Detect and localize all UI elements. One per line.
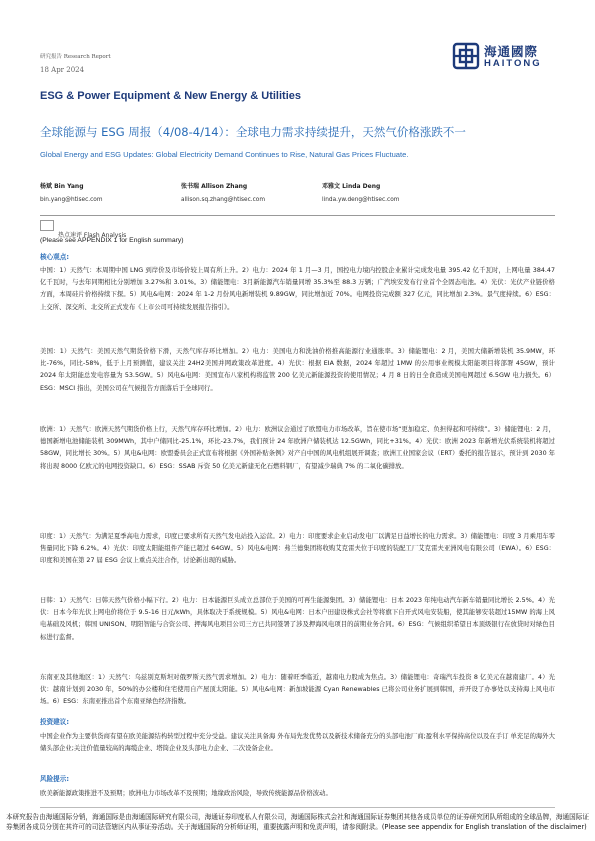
disclaimer: 本研究报告由海通国际分销，海通国际是由海通国际研究有限公司，海通证券印度私人有限公司，海通国际株式会社和海通国际证券集团其他各成员单位的证券研究团队所组成的全球品牌，海通国际证券集团各成员分别在其许可的司法管辖区内从事证券活动。关于海通国际的分析师证明，重要披露声明和免责声明，请参阅附录。(Please see appendix for English translation of the disclaimer) bbox=[6, 813, 589, 831]
appendix-note: (Please see APPENDIX 1 for English summary) bbox=[40, 237, 184, 244]
logo-cn: 海通國際 bbox=[484, 44, 539, 59]
core-label: 核心观点: bbox=[40, 253, 70, 261]
flash-label: 热点速评 Flash Analysis bbox=[58, 232, 127, 239]
report-title-cn: 全球能源与 ESG 周报（4/08-4/14）：全球电力需求持续提升，天然气价格涨跌不一 bbox=[40, 125, 466, 139]
risk-label: 风险提示: bbox=[40, 775, 70, 783]
author-divider bbox=[40, 215, 555, 216]
flash-icon bbox=[40, 220, 54, 231]
report-date: 18 Apr 2024 bbox=[40, 66, 85, 74]
author-name: 邓雅文 Linda Deng bbox=[322, 183, 381, 190]
investment-text: 中国企业作为主要供货商有望在欧美能源结构转型过程中充分受益。建议关注具备海 外布局先发优势以及新技术储备充分的头部电池厂商;盈利水平保持高位以及在手订 单充足的海外大储头部企业;关注价值量较高的海缆企业、塔筒企业及头部电力企业、二次设备企业。 bbox=[40, 733, 555, 753]
report-title-en: Global Energy and ESG Updates: Global Electricity Demand Continues to Rise, Natural Gas Prices Fluctuate. bbox=[40, 150, 409, 159]
paragraph-europe: 欧洲：1）天然气：欧洲天然气期货价格上行，天然气库存环比增加。2）电力：欧洲议会通过了欧盟电力市场改革，旨在使市场“更加稳定、负担得起和可持续”。3）储能锂电：2 月，德国新增电池储能装机 309MWh，其中户储同比-25.1%，环比-23.7%，我们预计 24 年欧洲户储装机达 12.5GWh，同比+31%。4）光伏：欧洲 2023 年新增光伏系统装机将超过 58GW，同比增长 30%。5）风电&电网：欧盟委员会正式宣布将根据《外国补贴条例》对产自中国的风电机组展开调查；欧洲工业国家会议（ERT）委托的报告显示，预计到 2030 年将出现 8000 亿欧元的电网投资缺口。6）ESG：SSAB 斥资 50 亿美元新建无化石燃料钢厂，有望减少瑞典 7% 的二氧化碳排放。 bbox=[40, 426, 555, 470]
author-email[interactable]: linda.yw.deng@htisec.com bbox=[322, 197, 400, 203]
investment-label: 投资建议: bbox=[40, 718, 70, 726]
author-1 bbox=[40, 181, 103, 203]
author-email[interactable]: allison.sq.zhang@htisec.com bbox=[181, 197, 265, 203]
sector-title: ESG & Power Equipment & New Energy & Utilities bbox=[40, 90, 301, 102]
paragraph-southeast-asia: 东南亚及其他地区：1）天然气：乌兹别克斯坦对俄罗斯天然气需求增加。2）电力：随着旺季临近，越南电力股成为焦点。3）储能锂电：奇瑞汽车投资 8 亿美元在越南建厂。4）光伏：越南计划到 2030 年，50%的办公楼和住宅使用自产屋顶太阳能。5）风电&电网：新加坡能源 Cyan Renewables 已将公司业务扩展到韩国，并开设了办事处以支持海上风电市场。6）ESG：东南亚推出首个东南亚绿色经济指数。 bbox=[40, 674, 555, 706]
paragraph-india: 印度：1）天然气：为满足夏季高电力需求，印度已要求所有天然气发电站投入运营。2）电力：印度要求企业启动发电厂以满足日益增长的电力需求。3）储能锂电：印度 3 月乘用车零售量同比下降 6.2%。4）光伏：印度太阳能组件产能已超过 64GW。5）风电&电网：弗兰德集团将收购艾克雷夫位于印度的装配工厂艾克雷夫亚洲风电有限公司（EWA）。6）ESG：印度和美国在第 27 届 ESG 会议上重点关注合作，讨论新出现的威胁。 bbox=[40, 533, 555, 565]
author-3 bbox=[322, 181, 399, 203]
paragraph-china: 中国：1）天然气：本周期中国 LNG 到岸价及市场价较上周有所上升。2）电力：2024 年 1 月—3 月，国控电力境内控股企业累计完成发电量 395.42 亿千瓦时，上网电量 384.47 亿千瓦时，与去年同期相比分别增加 3.27%和 3.01%。3）储能锂电：3月新能源汽车销量同增 35.3%至 88.3 万辆；广汽埃安发布行业首个全固态电池。4）光伏：光伏产业链价格方面，本周硅片价格持续下探。5）风电&电网：2024 年 1-2 月份风电新增装机 9.89GW，同比增加近 70%。电网投资完成额 327 亿元，同比增加 2.3%。景气度持续。6）ESG：上交所、深交所、北交所正式发布《上市公司可持续发展报告指引》。 bbox=[40, 267, 555, 311]
haitong-logo bbox=[452, 40, 562, 72]
haitong-logo-icon bbox=[452, 42, 480, 70]
logo-en: HAITONG bbox=[484, 58, 542, 69]
author-2 bbox=[181, 181, 265, 203]
author-email[interactable]: bin.yang@htisec.com bbox=[40, 197, 103, 203]
author-name: 杨斌 Bin Yang bbox=[40, 183, 84, 190]
paragraph-usa: 美国：1）天然气：美国天然气期货价格下滑，天然气库存环比增加。2）电力：美国电力和洗油价格推高能源行业通胀率。3）储能锂电：2 月，美国大储新增装机 35.9MW，环比-76%，同比-58%，低于上月预测值，建议关注 24H2美国并网政策改革进度。4）光伏：根据 EIA 数据，2024 年超过 1MW 的公用事业规模太阳能项目将部署 45GW，预计 2024 年太阳能总发电容量为 53.5GW。5）风电&电网：美国宣布八家机构将监管 200 亿美元新能源投资的使用情况；4 月 8 日的日全食造成美国电网超过 6.5GW 电力损失。6）ESG：MSCI 指出，美国公司在气候报告方面落后于全球同行。 bbox=[40, 348, 555, 392]
risk-text: 欧美新能源政策推进不及预期；欧洲电力市场改革不及预期；地缘政治风险，导致传统能源品价格波动。 bbox=[40, 790, 332, 797]
report-type: 研究报告 Research Report bbox=[40, 54, 111, 60]
paragraph-japan-korea: 日韩：1）天然气：日韩天然气价格小幅下行。2）电力：日本能源巨头成立总部位于美国的可再生能源集团。3）储能锂电：日本 2023 年纯电动汽车新车销量同比增长 2.5%。4）光伏：日本今年光伏上网电价将位于 9.5-16 日元/kWh，具体取决于系统规模。5）风电&电网：日本户田建设株式会社等将旗下自开式风电安装船，使其能够安装超过15MW 的海上风电基础及风机；韩国 UNISON、明阳智能与合资公司、押海风电项目公司三方已共同签署了涉及押海风电项目的前期业务合同。6）ESG：气候组织希望日本顶级银行在放贷时对绿色目标进行监督。 bbox=[40, 597, 555, 641]
author-name: 张书瑞 Allison Zhang bbox=[181, 183, 248, 190]
disclaimer-divider bbox=[40, 807, 555, 808]
